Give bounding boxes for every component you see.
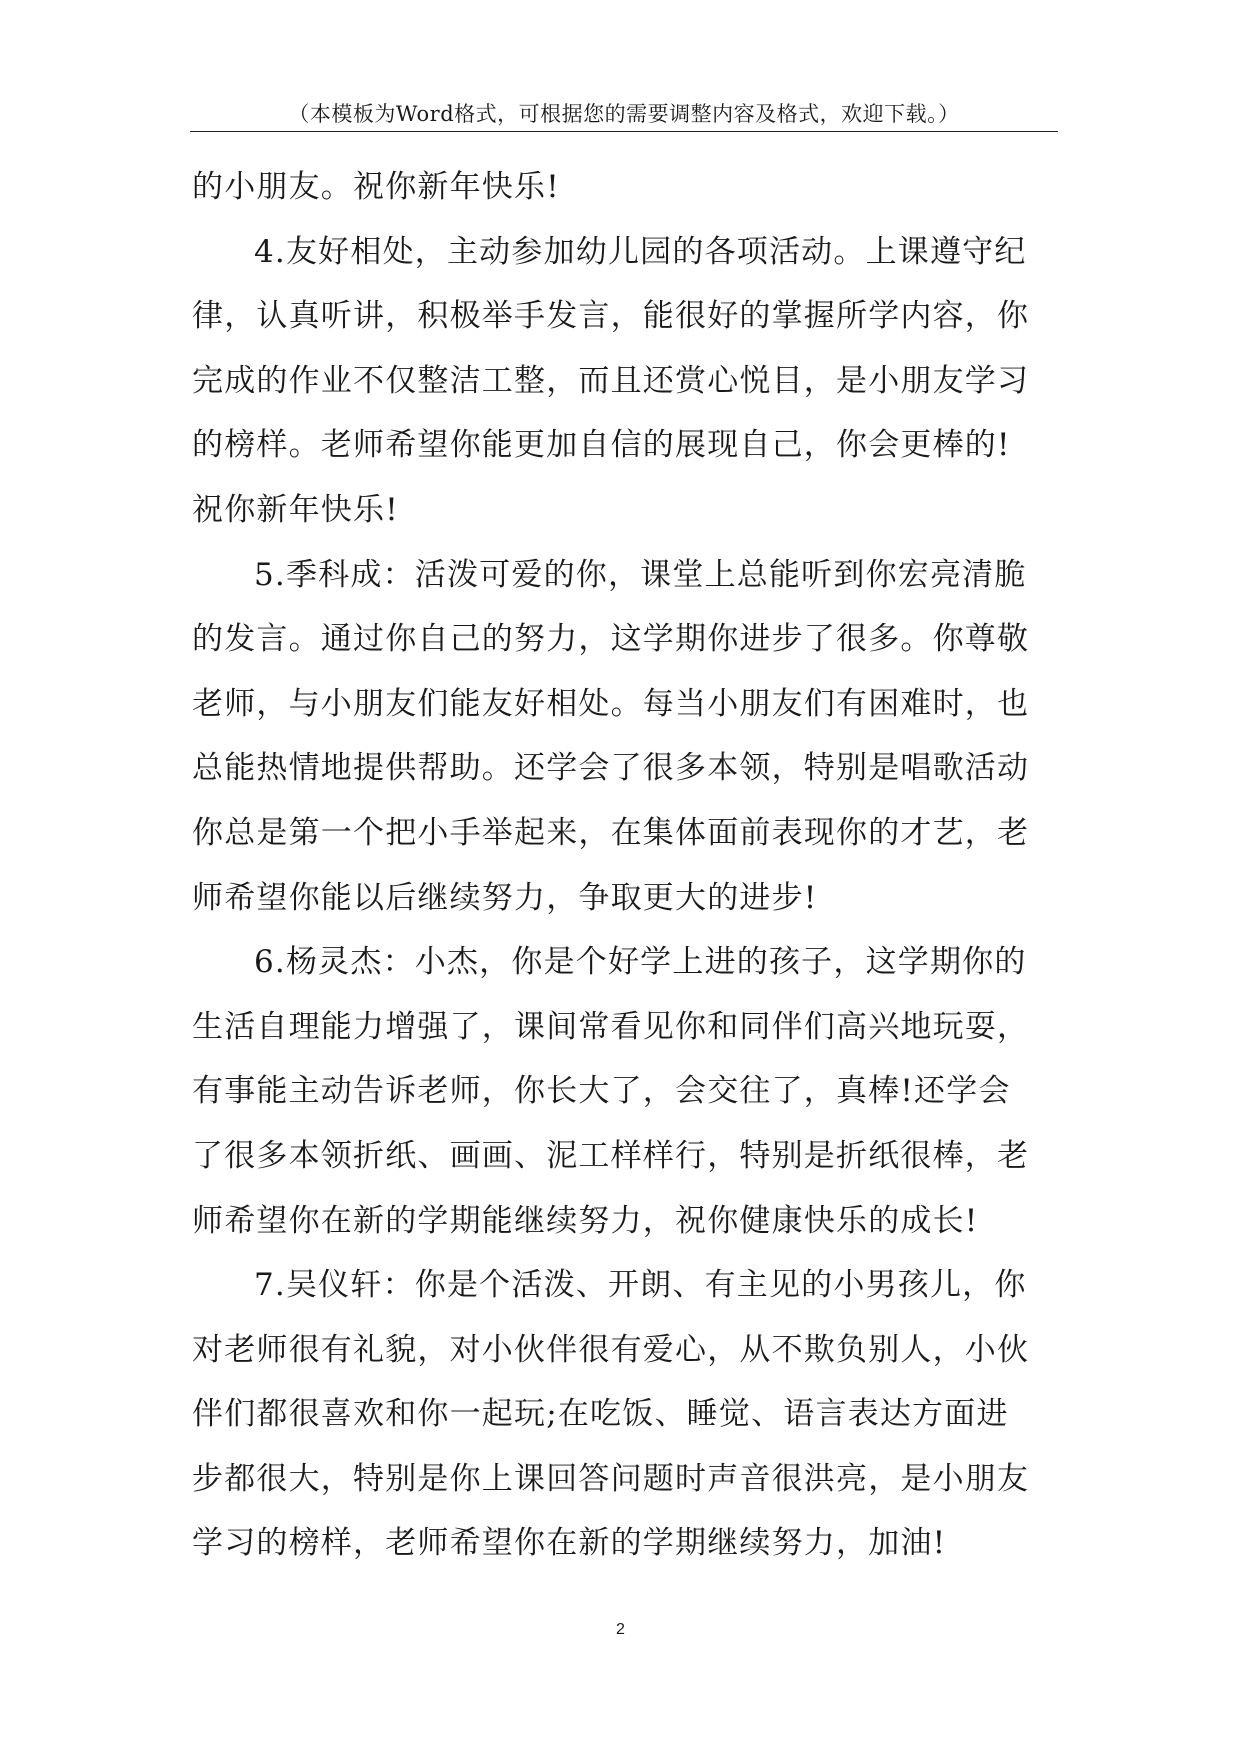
page-number: 2 (616, 1621, 625, 1638)
text-line: 总能热情地提供帮助。还学会了很多本领，特别是唱歌活动 (192, 750, 1030, 787)
text-line: 有事能主动告诉老师，你长大了，会交往了，真棒!还学会 (192, 1073, 1011, 1110)
text-line: 4.友好相处，主动参加幼儿园的各项活动。上课遵守纪 (254, 233, 1027, 270)
text-line: 了很多本领折纸、画画、泥工样样行，特别是折纸很棒，老 (192, 1137, 1030, 1174)
template-note: （本模板为Word格式，可根据您的需要调整内容及格式，欢迎下载。） (288, 102, 960, 126)
text-line: 5.季科成：活泼可爱的你，课堂上总能听到你宏亮清脆 (254, 556, 1027, 593)
text-line: 对老师很有礼貌，对小伙伴很有爱心，从不欺负别人，小伙 (192, 1331, 1030, 1368)
text-line: 7.吴仪轩：你是个活泼、开朗、有主见的小男孩儿，你 (254, 1267, 1027, 1304)
text-line: 的榜样。老师希望你能更加自信的展现自己，你会更棒的! (192, 427, 1011, 464)
text-line: 律，认真听讲，积极举手发言，能很好的掌握所学内容，你 (192, 298, 1030, 335)
text-line: 老师，与小朋友们能友好相处。每当小朋友们有困难时，也 (192, 685, 1030, 722)
text-line: 师希望你能以后继续努力，争取更大的进步! (192, 879, 818, 916)
text-line: 步都很大，特别是你上课回答问题时声音很洪亮，是小朋友 (192, 1460, 1030, 1497)
text-line: 生活自理能力增强了，课间常看见你和同伴们高兴地玩耍， (192, 1008, 1030, 1045)
text-line: 6.杨灵杰：小杰，你是个好学上进的孩子，这学期你的 (254, 944, 1027, 981)
header-divider (190, 131, 1058, 132)
text-line: 师希望你在新的学期能继续努力，祝你健康快乐的成长! (192, 1202, 979, 1239)
document-body (192, 155, 1072, 1576)
text-line: 祝你新年快乐! (192, 491, 399, 528)
text-line: 伴们都很喜欢和你一起玩;在吃饭、睡觉、语言表达方面进 (192, 1396, 1009, 1433)
text-line: 的发言。通过你自己的努力，这学期你进步了很多。你尊敬 (192, 621, 1030, 658)
text-line: 完成的作业不仅整洁工整，而且还赏心悦目，是小朋友学习 (192, 362, 1030, 399)
text-line: 学习的榜样，老师希望你在新的学期继续努力，加油! (192, 1525, 947, 1562)
text-line: 的小朋友。祝你新年快乐! (192, 169, 560, 205)
text-line: 你总是第一个把小手举起来，在集体面前表现你的才艺，老 (192, 814, 1030, 851)
